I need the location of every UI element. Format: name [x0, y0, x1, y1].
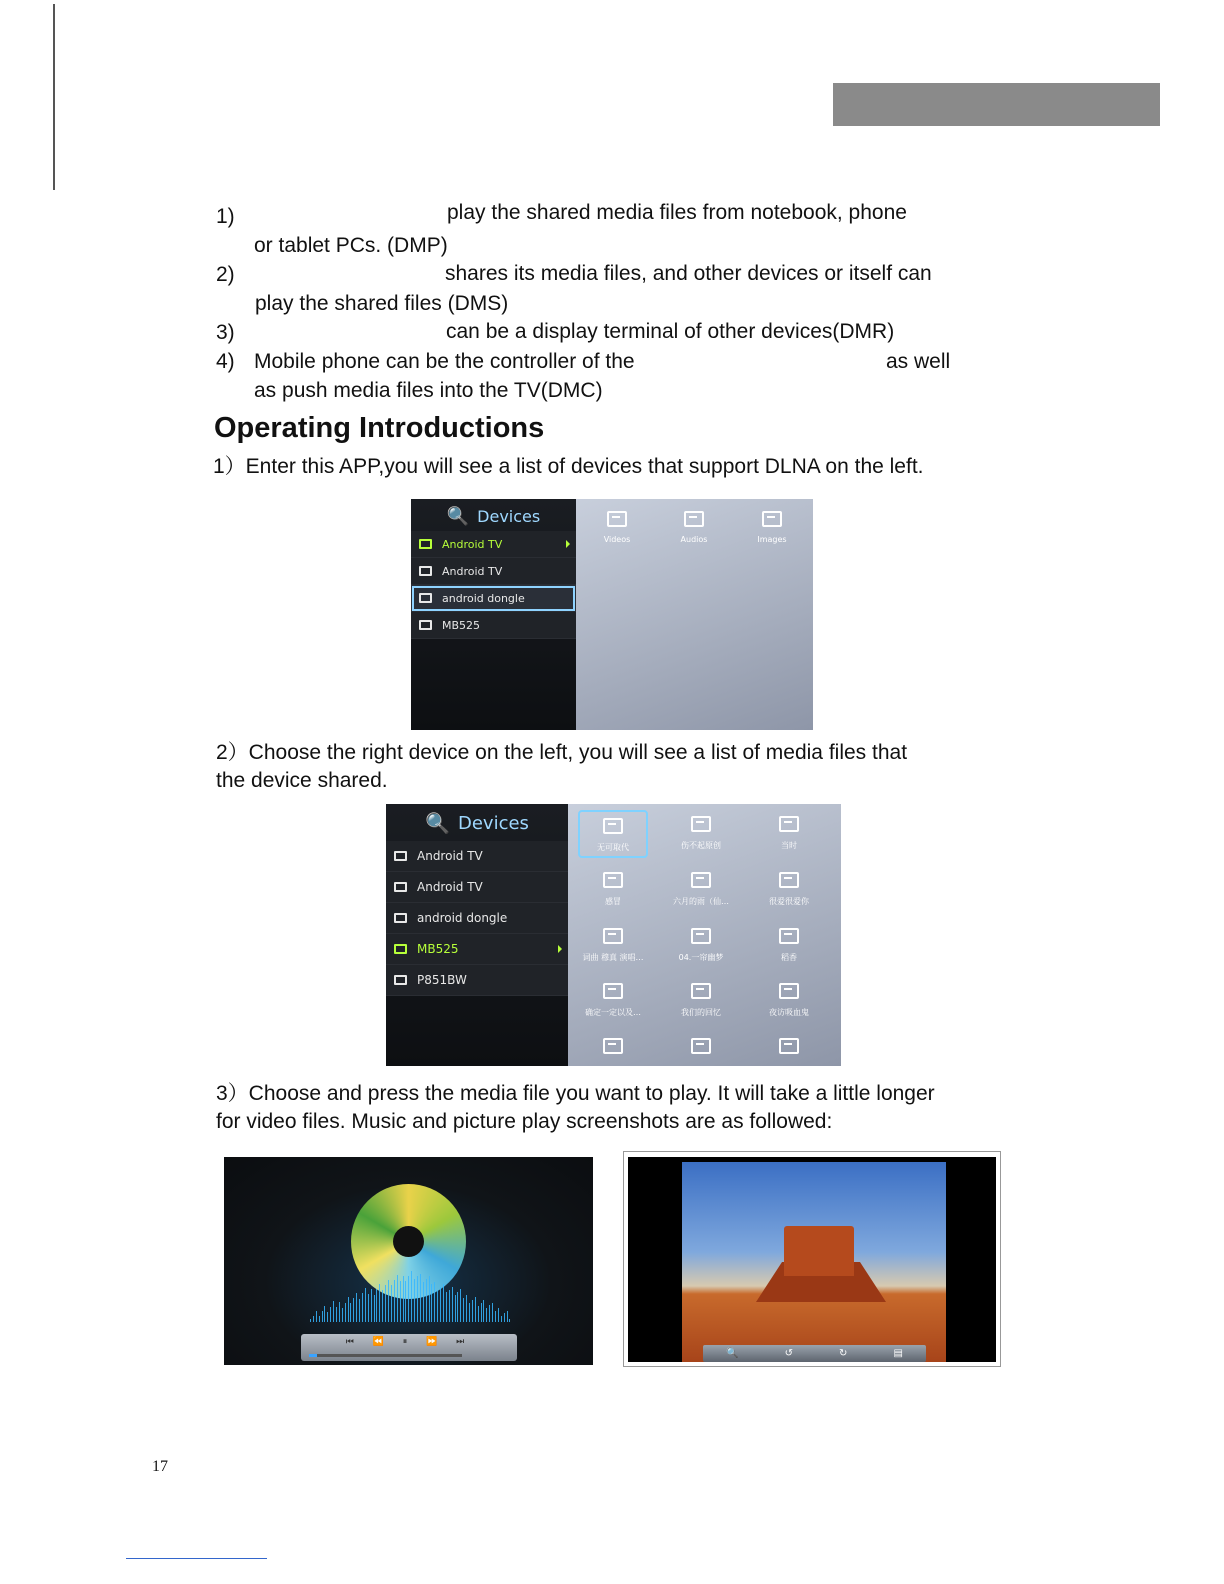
landscape-photo — [682, 1162, 946, 1362]
list-item-4-line1a: Mobile phone can be the controller of the — [254, 350, 635, 373]
visualizer-bar — [371, 1289, 372, 1322]
footer-line — [126, 1558, 267, 1559]
tv-icon — [419, 566, 432, 576]
section-heading: Operating Introductions — [214, 412, 545, 444]
visualizer-bar — [313, 1316, 314, 1322]
tv-icon — [394, 975, 407, 985]
search-icon[interactable]: 🔍 — [446, 505, 470, 527]
device-item[interactable] — [386, 903, 568, 934]
list-item-2-line2: play the shared files (DMS) — [255, 292, 509, 315]
file-icon — [603, 928, 623, 944]
visualizer-bar — [429, 1276, 430, 1322]
media-file-tile[interactable] — [754, 922, 824, 970]
visualizer-bar — [472, 1300, 473, 1322]
visualizer-bar — [397, 1275, 398, 1322]
device-label: android dongle — [417, 911, 508, 925]
media-file-tile[interactable] — [754, 1032, 824, 1066]
category-label: Audios — [680, 535, 708, 544]
list-item-1-line2: or tablet PCs. (DMP) — [254, 234, 448, 257]
file-icon — [779, 1038, 799, 1054]
photo-display — [628, 1157, 996, 1362]
visualizer-bar — [319, 1316, 320, 1322]
visualizer-bar — [365, 1288, 366, 1322]
file-icon — [779, 928, 799, 944]
visualizer-bar — [322, 1311, 323, 1322]
visualizer-bar — [374, 1295, 375, 1322]
file-icon — [691, 928, 711, 944]
visualizer-bar — [414, 1279, 415, 1322]
list-number-1: 1) — [216, 205, 235, 228]
visualizer-bar — [324, 1306, 325, 1322]
chevron-right-icon — [558, 945, 562, 953]
file-label: 夜访吸血鬼 — [769, 1008, 809, 1017]
visualizer-bar — [455, 1295, 456, 1322]
file-grid — [568, 804, 841, 1066]
tv-icon — [419, 593, 432, 603]
rotate-left-icon[interactable]: ↺ — [784, 1348, 793, 1359]
visualizer-bar — [431, 1284, 432, 1322]
file-label: 当时 — [781, 841, 797, 850]
devices-header — [386, 804, 568, 842]
screenshot-picture-viewer — [623, 1151, 1001, 1367]
chevron-right-icon — [566, 540, 570, 548]
visualizer-bar — [466, 1295, 467, 1322]
visualizer-bar — [339, 1302, 340, 1322]
visualizer-bar — [481, 1303, 482, 1322]
device-label: android dongle — [442, 591, 525, 605]
search-icon[interactable]: 🔍 — [425, 811, 450, 835]
visualizer-bar — [350, 1303, 351, 1322]
visualizer-bar — [385, 1285, 386, 1322]
screenshot-music-player — [224, 1157, 593, 1365]
visualizer-bar — [394, 1280, 395, 1322]
visualizer-bar — [330, 1307, 331, 1322]
visualizer-bar — [492, 1303, 493, 1322]
device-label: Android TV — [442, 537, 503, 551]
file-icon — [691, 816, 711, 832]
visualizer-bar — [359, 1299, 360, 1322]
tv-icon — [394, 882, 407, 892]
tv-icon — [394, 944, 407, 954]
media-file-tile[interactable] — [578, 922, 648, 970]
visualizer-bar — [408, 1276, 409, 1322]
visualizer-bar — [440, 1287, 441, 1322]
device-label: Android TV — [417, 849, 483, 863]
file-icon — [779, 872, 799, 888]
slideshow-icon[interactable]: ▤ — [893, 1348, 903, 1359]
visualizer-bar — [463, 1298, 464, 1322]
visualizer-bar — [434, 1282, 435, 1322]
file-label: 词曲 穆真 演唱… — [582, 953, 644, 962]
visualizer-bar — [460, 1289, 461, 1322]
file-label: 我们的回忆 — [681, 1008, 721, 1017]
category-videos[interactable] — [582, 511, 652, 544]
step-3-text-line2: for video files. Music and picture play screenshots are as followed: — [216, 1110, 833, 1133]
visualizer-bar — [446, 1292, 447, 1322]
viewer-toolbar — [703, 1345, 926, 1362]
visualizer-bar — [475, 1297, 476, 1322]
visualizer-bar — [403, 1276, 404, 1322]
media-file-tile[interactable] — [578, 977, 648, 1025]
file-label: 确定一定以及… — [585, 1008, 641, 1017]
visualizer-bar — [498, 1308, 499, 1322]
file-icon — [779, 983, 799, 999]
device-label: Android TV — [442, 564, 503, 578]
visualizer-bar — [356, 1293, 357, 1322]
step-2-text-line1: 2）Choose the right device on the left, you will see a list of media files that — [216, 741, 908, 764]
file-icon — [603, 872, 623, 888]
visualizer-bar — [417, 1276, 418, 1322]
category-panel — [576, 499, 813, 730]
tv-icon — [419, 539, 432, 549]
visualizer-bar — [336, 1307, 337, 1322]
category-images[interactable] — [737, 511, 807, 544]
device-item[interactable] — [386, 841, 568, 872]
visualizer-bar — [333, 1301, 334, 1322]
player-control-bar — [301, 1334, 517, 1361]
file-icon — [603, 983, 623, 999]
visualizer-bar — [327, 1312, 328, 1322]
visualizer-bar — [376, 1289, 377, 1322]
progress-bar[interactable] — [309, 1354, 462, 1357]
tv-icon — [394, 913, 407, 923]
file-label: 稻香 — [781, 953, 797, 962]
visualizer-bar — [483, 1300, 484, 1322]
device-label: Android TV — [417, 880, 483, 894]
visualizer-bar — [420, 1274, 421, 1322]
device-item[interactable] — [411, 558, 576, 585]
visualizer-bar — [388, 1280, 389, 1322]
file-label: 六月的雨（仙… — [673, 897, 729, 906]
audio-visualizer — [310, 1267, 510, 1322]
category-label: Images — [757, 535, 787, 544]
visualizer-bar — [368, 1294, 369, 1322]
visualizer-bar — [400, 1281, 401, 1322]
devices-title: Devices — [477, 506, 541, 526]
file-icon — [779, 816, 799, 832]
screenshot-device-list — [411, 499, 813, 730]
visualizer-bar — [495, 1311, 496, 1322]
playback-controls[interactable]: ⏮ ⏪ ⏸ ⏩ ⏭ — [345, 1337, 473, 1347]
media-file-tile[interactable] — [666, 977, 736, 1025]
visualizer-bar — [391, 1285, 392, 1322]
visualizer-bar — [486, 1308, 487, 1322]
visualizer-bar — [507, 1311, 508, 1322]
margin-rule — [53, 4, 55, 190]
media-file-tile[interactable] — [578, 1032, 648, 1066]
list-item-4-line2: as push media files into the TV(DMC) — [254, 379, 603, 402]
media-file-tile[interactable] — [754, 810, 824, 858]
visualizer-bar — [426, 1279, 427, 1322]
devices-header — [411, 499, 576, 533]
visualizer-bar — [437, 1290, 438, 1322]
media-file-tile[interactable] — [578, 866, 648, 914]
visualizer-bar — [443, 1284, 444, 1322]
category-audios[interactable] — [659, 511, 729, 544]
file-icon — [691, 1038, 711, 1054]
visualizer-bar — [345, 1303, 346, 1322]
media-file-tile[interactable] — [666, 866, 736, 914]
visualizer-bar — [452, 1287, 453, 1322]
tv-icon — [419, 620, 432, 630]
list-number-4: 4) — [216, 350, 235, 373]
tv-icon — [394, 851, 407, 861]
butte-top — [784, 1226, 854, 1276]
visualizer-bar — [382, 1290, 383, 1322]
file-label: 04.一帘幽梦 — [678, 953, 724, 962]
page-number: 17 — [152, 1458, 168, 1475]
file-icon — [603, 1038, 623, 1054]
device-item[interactable] — [411, 612, 576, 639]
step-3-text-line1: 3）Choose and press the media file you want to play. It will take a little longer — [216, 1082, 935, 1105]
device-item[interactable] — [411, 585, 576, 612]
device-panel — [411, 499, 576, 730]
file-label: 感冒 — [605, 897, 621, 906]
visualizer-bar — [310, 1319, 311, 1322]
visualizer-bar — [316, 1311, 317, 1322]
folder-icon — [607, 511, 627, 527]
device-item[interactable] — [411, 531, 576, 558]
visualizer-bar — [478, 1306, 479, 1322]
list-item-1-line1: play the shared media files from notebook, phone — [447, 201, 907, 224]
header-bar — [833, 83, 1160, 126]
device-label: P851BW — [417, 973, 467, 987]
step-2-text-line2: the device shared. — [216, 769, 388, 792]
device-item[interactable] — [386, 965, 568, 996]
media-file-tile[interactable] — [754, 866, 824, 914]
visualizer-bar — [489, 1305, 490, 1322]
screenshot-media-files — [386, 804, 841, 1066]
device-label: MB525 — [442, 618, 481, 632]
visualizer-bar — [379, 1284, 380, 1322]
visualizer-bar — [353, 1298, 354, 1322]
media-file-tile[interactable] — [754, 977, 824, 1025]
visualizer-bar — [469, 1303, 470, 1322]
visualizer-bar — [411, 1271, 412, 1322]
file-label: 伤不起原创 — [681, 841, 721, 850]
visualizer-bar — [342, 1308, 343, 1322]
step-1-text: 1）Enter this APP,you will see a list of devices that support DLNA on the left. — [213, 455, 924, 478]
media-file-tile[interactable] — [666, 922, 736, 970]
file-icon — [691, 872, 711, 888]
file-icon — [691, 983, 711, 999]
media-file-tile[interactable] — [666, 1032, 736, 1066]
category-label: Videos — [603, 535, 631, 544]
list-number-3: 3) — [216, 321, 235, 344]
rotate-right-icon[interactable]: ↻ — [839, 1348, 848, 1359]
visualizer-bar — [457, 1292, 458, 1322]
list-item-2-line1: shares its media files, and other devices or itself can — [445, 262, 932, 285]
file-label: 很爱很爱你 — [769, 897, 809, 906]
device-panel — [386, 804, 568, 1066]
progress-fill — [309, 1354, 317, 1357]
media-file-tile[interactable] — [666, 810, 736, 858]
folder-icon — [762, 511, 782, 527]
media-file-tile[interactable] — [578, 810, 648, 858]
visualizer-bar — [423, 1282, 424, 1322]
visualizer-bar — [405, 1281, 406, 1322]
visualizer-bar — [348, 1297, 349, 1322]
device-label: MB525 — [417, 942, 459, 956]
device-item[interactable] — [386, 872, 568, 903]
file-label: 无可取代 — [597, 843, 629, 852]
visualizer-bar — [362, 1293, 363, 1322]
list-number-2: 2) — [216, 263, 235, 286]
list-item-3-line1: can be a display terminal of other devices(DMR) — [446, 320, 895, 343]
file-icon — [603, 818, 623, 834]
devices-title: Devices — [457, 812, 529, 834]
visualizer-bar — [501, 1316, 502, 1322]
zoom-icon[interactable]: 🔍 — [726, 1348, 739, 1359]
visualizer-bar — [509, 1319, 510, 1322]
visualizer-bar — [504, 1313, 505, 1322]
device-item[interactable] — [386, 934, 568, 965]
folder-icon — [684, 511, 704, 527]
list-item-4-line1b: as well — [886, 350, 951, 373]
visualizer-bar — [449, 1290, 450, 1322]
